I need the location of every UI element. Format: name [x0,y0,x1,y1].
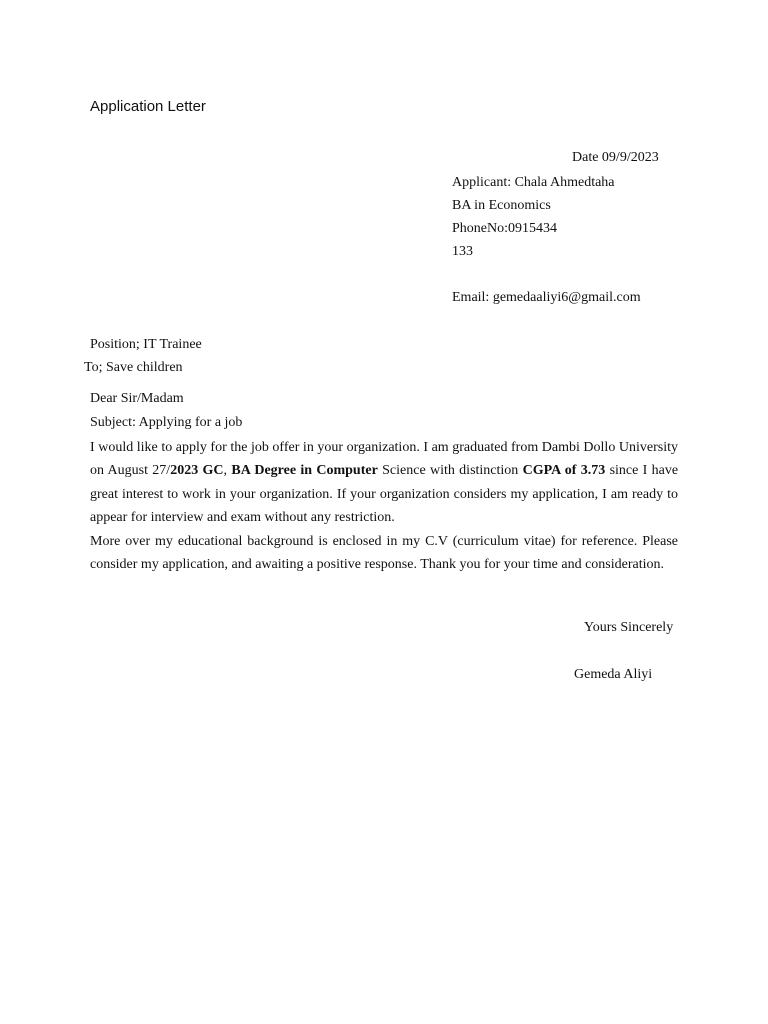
applicant-phone: PhoneNo:0915434 [452,221,557,236]
subject-line: Subject: Applying for a job [90,415,243,430]
applicant-info-block [452,171,641,309]
salutation: Dear Sir/Madam [90,391,184,406]
cgpa-highlight: CGPA of 3.73 [522,463,606,479]
body-paragraph-1 [90,436,678,530]
applicant-phone-continued: 133 [452,244,473,259]
recipient-line: To; Save children [84,360,183,375]
paragraph-text: I would like to apply for the job offer in your organization. I am graduated from Dambi Dollo University on August 27/ [90,440,678,479]
closing: Yours Sincerely [584,620,674,635]
graduation-year: 2023 GC [170,463,224,479]
letter-body [90,436,678,576]
applicant-degree: BA in Economics [452,198,551,213]
paragraph-text: Science with distinction [377,463,523,479]
position-line: Position; IT Trainee [90,337,202,352]
paragraph-text: , [223,463,232,479]
paragraph-text: since I have great interest to work in your organization. If your organization considers my application, I am ready to appear for interview and exam without any restriction. [90,463,679,526]
body-paragraph-2: More over my educational background is enclosed in my C.V (curriculum vitae) for reference. Please consider my application, and awaiting a positive response. Thank you for your time and consideration. [90,533,678,573]
applicant-name: Applicant: Chala Ahmedtaha [452,175,615,190]
signature-name: Gemeda Aliyi [574,667,653,682]
applicant-email: Email: gemedaaliyi6@gmail.com [452,290,641,305]
document-title: Application Letter [90,98,206,115]
letter-date: Date 09/9/2023 [572,150,659,165]
degree-highlight: BA Degree in Computer [231,463,378,479]
